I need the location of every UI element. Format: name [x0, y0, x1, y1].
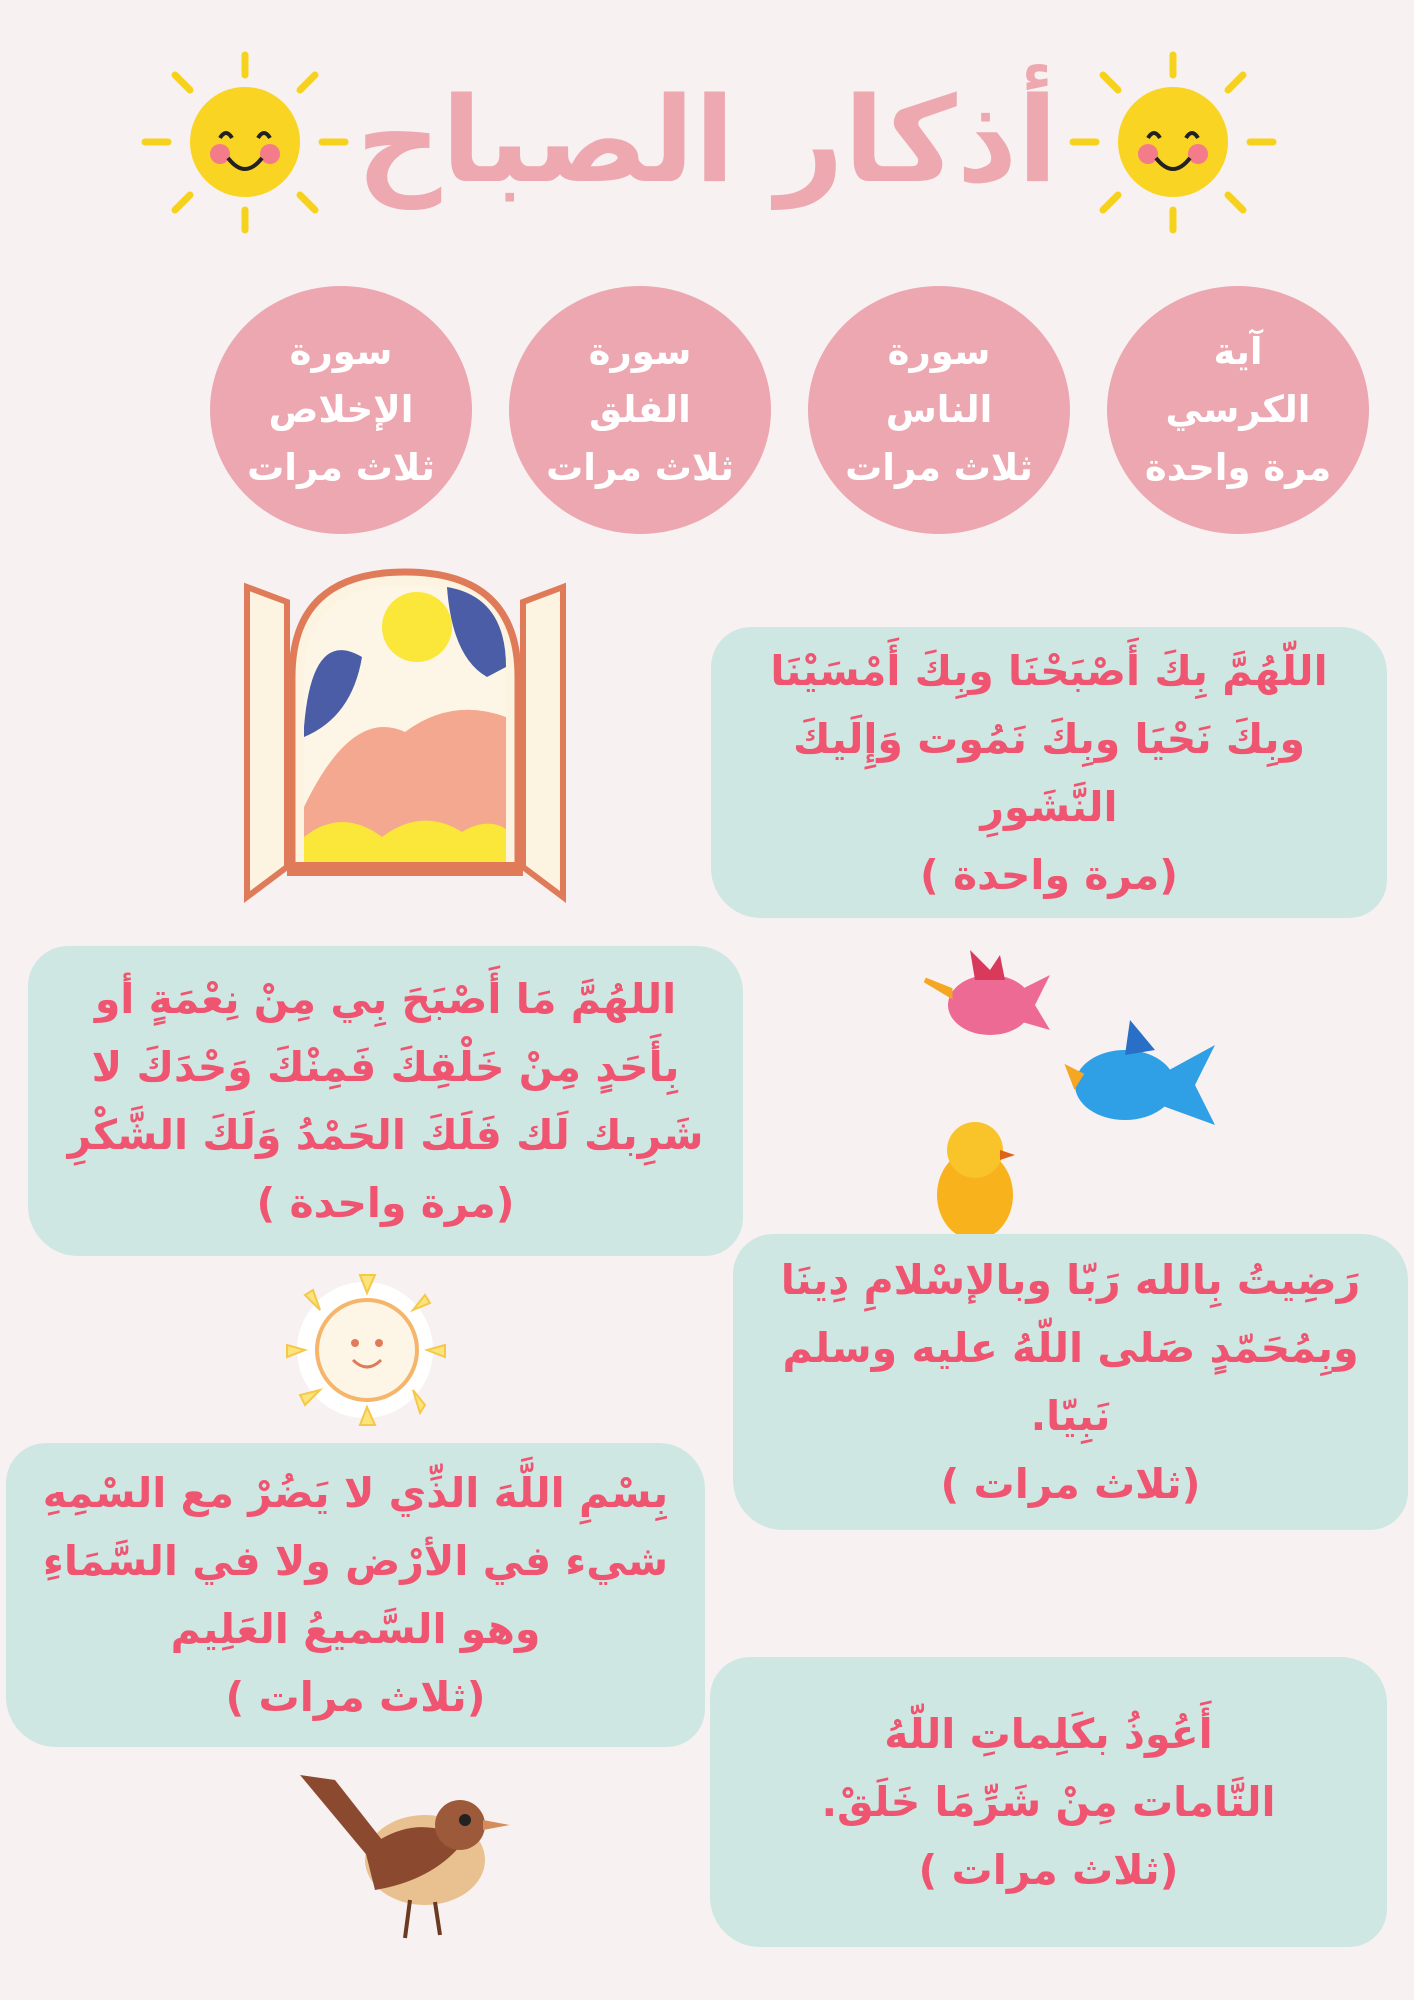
surat-annas-circle — [808, 286, 1070, 534]
circle-line: آية — [1213, 330, 1263, 373]
open-window-illustration — [242, 567, 568, 907]
page-title: أذكار الصباح — [356, 71, 1058, 209]
circle-count: ثلاث مرات — [845, 446, 1033, 489]
dhikr-line: شيء في الأرْض ولا في السَّمَاءِ — [42, 1537, 669, 1585]
circle-line: سورة — [887, 330, 991, 373]
circle-line: الفلق — [589, 388, 691, 431]
doodle-sun-icon — [275, 1265, 455, 1435]
dhikr-count: (ثلاث مرات ) — [940, 1460, 1201, 1508]
dhikr-count: (ثلاث مرات ) — [918, 1846, 1179, 1894]
dhikr-line: اللهُمَّ مَا أَصْبَحَ بِي مِنْ نِعْمَةٍ أو — [94, 975, 677, 1023]
circle-count: ثلاث مرات — [546, 446, 734, 489]
dhikr-count: (مرة واحدة ) — [256, 1179, 515, 1227]
dhikr-line: اللّهُمَّ بِكَ أَصْبَحْنَا وبِكَ أَمْسَيْنَا — [770, 646, 1328, 695]
smiling-sun-icon — [1068, 50, 1278, 235]
dhikr-count: (ثلاث مرات ) — [225, 1673, 486, 1721]
dhikr-card — [6, 1443, 705, 1747]
circle-line: سورة — [588, 330, 692, 373]
circle-line: سورة — [289, 330, 393, 373]
dhikr-count: (مرة واحدة ) — [919, 850, 1179, 899]
dhikr-line: بِأَحَدٍ مِنْ خَلْقِكَ فَمِنْكَ وَحْدَكَ لا — [91, 1043, 680, 1091]
circle-count: ثلاث مرات — [247, 446, 435, 489]
dhikr-line: رَضِيتُ بِالله رَبّا وبالإسْلامِ دِينَا — [780, 1256, 1361, 1304]
dhikr-card — [28, 946, 743, 1256]
dhikr-line: وهو السَّميعُ العَلِيم — [170, 1605, 541, 1653]
dhikr-line: أَعُوذُ بكَلِماتِ اللّهُ — [884, 1710, 1213, 1758]
dhikr-line: وبِكَ نَحْيَا وبِكَ نَمُوت وَإِلَيكَ — [793, 714, 1305, 763]
wren-bird-illustration — [295, 1770, 515, 1950]
dhikr-line: نَبِيّا. — [1030, 1392, 1111, 1440]
dhikr-card — [733, 1234, 1408, 1530]
dhikr-line: بِسْمِ اللَّهَ الذِّي لا يَضُرْ مع السْمِهِ — [42, 1469, 669, 1517]
surat-alfalaq-circle — [509, 286, 771, 534]
ayat-alkursi-circle — [1107, 286, 1369, 534]
dhikr-line: التَّامات مِنْ شَرِّمَا خَلَقْ. — [821, 1778, 1276, 1826]
circle-line: الناس — [885, 388, 993, 431]
dhikr-card — [710, 1657, 1387, 1947]
smiling-sun-icon — [140, 50, 350, 235]
dhikr-card — [711, 627, 1387, 918]
dhikr-line: النَّشَورِ — [980, 782, 1118, 831]
circle-count: مرة واحدة — [1144, 446, 1332, 489]
surat-alikhlas-circle — [210, 286, 472, 534]
circle-line: الكرسي — [1165, 388, 1311, 431]
birds-illustration — [915, 935, 1255, 1245]
circle-line: الإخلاص — [268, 388, 414, 431]
dhikr-line: وبِمُحَمّدٍ صَلى اللّهُ عليه وسلم — [782, 1324, 1359, 1372]
dhikr-line: شَرِبك لَك فَلَكَ الحَمْدُ وَلَكَ الشَّكْرِ — [67, 1111, 704, 1159]
